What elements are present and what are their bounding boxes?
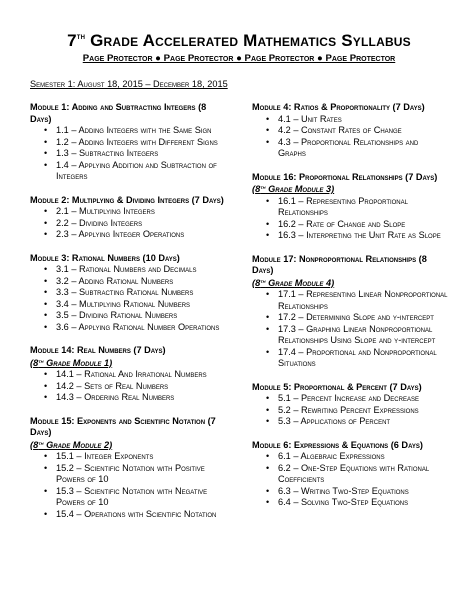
- module-section: [252, 102, 448, 160]
- lesson-text: 15.1 – Integer Exponents: [56, 451, 154, 461]
- lesson-item: [44, 206, 230, 218]
- subtitle-text: Grade Module 2): [43, 439, 113, 450]
- module-section: [252, 440, 448, 509]
- lesson-text: 17.1 – Representing Linear Nonproportional Relationships: [278, 289, 448, 311]
- lesson-list: [30, 369, 230, 404]
- bullet-icon: •: [266, 289, 270, 299]
- lesson-text: 3.1 – Rational Numbers and Decimals: [56, 264, 197, 274]
- lesson-item: [266, 289, 448, 312]
- lesson-item: [266, 230, 448, 242]
- bullet-icon: •: [266, 125, 270, 135]
- module-section: [30, 416, 230, 521]
- lesson-item: [266, 312, 448, 324]
- lesson-text: 3.2 – Adding Rational Numbers: [56, 275, 174, 286]
- bullet-icon: •: [44, 159, 48, 170]
- lesson-text: 6.2 – One-Step Equations with Rational Coefficients: [278, 462, 430, 484]
- lesson-text: 3.4 – Multiplying Rational Numbers: [56, 298, 191, 309]
- bullet-icon: •: [44, 217, 48, 228]
- subtitle-grade-number: 8: [255, 184, 261, 194]
- lesson-list: [30, 125, 230, 183]
- lesson-text: 1.2 – Adding Integers with Different Signs: [56, 136, 218, 147]
- lesson-text: 2.2 – Dividing Integers: [56, 217, 143, 228]
- lesson-text: 15.4 – Operations with Scientific Notation: [56, 508, 217, 519]
- lesson-item: [44, 264, 230, 276]
- lesson-item: [266, 497, 448, 509]
- lesson-text: 14.3 – Ordering Real Numbers: [56, 392, 175, 402]
- bullet-icon: •: [44, 451, 48, 461]
- lesson-text: 4.2 – Constant Rates of Change: [278, 125, 402, 135]
- bullet-icon: •: [44, 136, 48, 147]
- bullet-icon: •: [266, 451, 270, 461]
- module-subtitle: (8th Grade Module 2): [30, 439, 113, 450]
- lesson-text: 1.1 – Adding Integers with the Same Sign: [56, 125, 212, 135]
- lesson-item: [266, 324, 448, 347]
- lesson-item: [44, 463, 230, 486]
- lesson-item: [266, 219, 448, 231]
- lesson-text: 5.1 – Percent Increase and Decrease: [278, 393, 419, 403]
- lesson-item: [266, 196, 448, 219]
- bullet-icon: •: [44, 148, 48, 158]
- bullet-icon: •: [266, 416, 270, 426]
- lesson-list: [252, 196, 448, 242]
- bullet-icon: •: [44, 264, 48, 274]
- left-column: [30, 102, 230, 532]
- subtitle-text: Grade Module 3): [265, 184, 335, 194]
- subtitle-grade-suffix: th: [38, 440, 44, 447]
- lesson-item: [44, 299, 230, 311]
- module-title: Module 2: Multiplying & Dividing Integers (7 Days): [30, 194, 224, 205]
- lesson-text: 3.6 – Applying Rational Number Operations: [56, 321, 220, 332]
- lesson-text: 17.2 – Determining Slope and y-intercept: [278, 312, 434, 322]
- module-section: [252, 382, 448, 428]
- lesson-text: 17.4 – Proportional and Nonproportional Situations: [278, 346, 437, 368]
- lesson-text: 16.1 – Representing Proportional Relationships: [278, 195, 408, 217]
- lesson-text: 3.5 – Dividing Rational Numbers: [56, 310, 178, 320]
- bullet-icon: •: [44, 321, 48, 332]
- bullet-icon: •: [44, 298, 48, 309]
- lesson-text: 4.1 – Unit Rates: [278, 113, 342, 124]
- lesson-item: [44, 160, 230, 183]
- bullet-icon: •: [266, 404, 270, 415]
- module-section: [252, 254, 448, 370]
- bullet-icon: •: [266, 346, 270, 357]
- lesson-text: 5.3 – Applications of Percent: [278, 416, 391, 426]
- lesson-text: 16.3 – Interpreting the Unit Rate as Slope: [278, 230, 441, 240]
- subtitle-grade-number: 8: [33, 439, 39, 450]
- lesson-item: [266, 114, 448, 126]
- lesson-item: [266, 125, 448, 137]
- bullet-icon: •: [266, 218, 270, 229]
- module-title: Module 14: Real Numbers (7 Days): [30, 345, 166, 355]
- bullet-icon: •: [266, 230, 270, 240]
- right-column: [252, 102, 448, 532]
- module-section: [252, 172, 448, 242]
- lesson-text: 16.2 – Rate of Change and Slope: [278, 218, 406, 229]
- module-subtitle: (8th Grade Module 4): [252, 277, 335, 288]
- bullet-icon: •: [266, 485, 270, 496]
- title-grade-suffix: th: [76, 31, 86, 41]
- module-title: Module 6: Expressions & Equations (6 Days): [252, 439, 423, 450]
- bullet-icon: •: [266, 195, 270, 206]
- lesson-item: [44, 287, 230, 299]
- subtitle-text: Grade Module 4): [265, 277, 335, 288]
- lesson-text: 15.2 – Scientific Notation with Positive Powers of 10: [56, 462, 205, 484]
- lesson-text: 17.3 – Graphing Linear Nonproportional Relationships Using Slope and y-intercept: [278, 323, 436, 345]
- lesson-item: [44, 509, 230, 521]
- bullet-icon: •: [44, 380, 48, 391]
- module-subtitle: (8th Grade Module 3): [252, 184, 335, 194]
- lesson-text: 2.3 – Applying Integer Operations: [56, 229, 185, 239]
- bullet-icon: •: [44, 462, 48, 473]
- module-title: Module 1: Adding and Subtracting Integers (8 Days): [30, 102, 207, 124]
- lesson-text: 5.2 – Rewriting Percent Expressions: [278, 404, 419, 415]
- lesson-item: [266, 405, 448, 417]
- module-subtitle: (8th Grade Module 1): [30, 357, 113, 368]
- module-title: Module 15: Exponents and Scientific Notation (7 Days): [30, 415, 216, 437]
- lesson-list: [30, 206, 230, 241]
- bullet-icon: •: [266, 136, 270, 147]
- lesson-item: [266, 347, 448, 370]
- lesson-item: [44, 137, 230, 149]
- lesson-item: [44, 276, 230, 288]
- lesson-text: 6.3 – Writing Two-Step Equations: [278, 485, 409, 496]
- bullet-icon: •: [44, 125, 48, 135]
- subtitle-grade-number: 8: [33, 357, 39, 368]
- lesson-text: 1.4 – Applying Addition and Subtraction of Integers: [56, 159, 217, 181]
- lesson-item: [266, 451, 448, 463]
- lesson-item: [266, 416, 448, 428]
- bullet-icon: •: [44, 206, 48, 216]
- lesson-text: 3.3 – Subtracting Rational Numbers: [56, 287, 194, 297]
- lesson-text: 14.1 – Rational And Irrational Numbers: [56, 369, 207, 379]
- bullet-icon: •: [44, 229, 48, 239]
- lesson-item: [44, 148, 230, 160]
- lesson-item: [44, 486, 230, 509]
- lesson-item: [266, 486, 448, 498]
- module-section: [30, 253, 230, 334]
- lesson-item: [266, 463, 448, 486]
- lesson-item: [44, 369, 230, 381]
- subtitle-grade-suffix: th: [260, 278, 266, 285]
- module-section: [30, 345, 230, 404]
- bullet-icon: •: [44, 392, 48, 402]
- module-section: [30, 195, 230, 241]
- semester-heading: Semester 1: August 18, 2015 – December 18, 2015: [30, 79, 228, 89]
- page-title: [30, 26, 448, 51]
- bullet-icon: •: [44, 275, 48, 286]
- lesson-list: [252, 393, 448, 428]
- lesson-text: 15.3 – Scientific Notation with Negative Powers of 10: [56, 485, 208, 507]
- bullet-icon: •: [266, 113, 270, 124]
- bullet-icon: •: [266, 393, 270, 403]
- lesson-text: 2.1 – Multiplying Integers: [56, 206, 155, 216]
- page-protector-line: Page Protector ● Page Protector ● Page Protector ● Page Protector: [82, 53, 396, 64]
- bullet-icon: •: [44, 369, 48, 379]
- bullet-icon: •: [266, 312, 270, 322]
- bullet-icon: •: [266, 497, 270, 507]
- lesson-item: [44, 392, 230, 404]
- module-title: Module 16: Proportional Relationships (7 Days): [252, 171, 438, 182]
- module-title: Module 5: Proportional & Percent (7 Days): [252, 381, 422, 392]
- title-text: Grade Accelerated Mathematics Syllabus: [85, 31, 411, 50]
- subtitle-text: Grade Module 1): [43, 357, 113, 368]
- module-title: Module 17: Nonproportional Relationships (8 Days): [252, 253, 427, 275]
- lesson-item: [44, 381, 230, 393]
- lesson-item: [44, 229, 230, 241]
- bullet-icon: •: [44, 508, 48, 519]
- subtitle-grade-number: 8: [255, 277, 261, 288]
- lesson-list: [252, 289, 448, 370]
- bullet-icon: •: [44, 310, 48, 320]
- lesson-list: [30, 264, 230, 333]
- lesson-list: [252, 114, 448, 160]
- bullet-icon: •: [44, 485, 48, 496]
- subtitle-grade-suffix: th: [38, 358, 44, 365]
- module-columns: [30, 102, 448, 532]
- title-grade-number: 7: [67, 31, 77, 50]
- lesson-text: 1.3 – Subtracting Integers: [56, 148, 159, 158]
- lesson-text: 4.3 – Proportional Relationships and Graphs: [278, 136, 419, 158]
- lesson-text: 14.2 – Sets of Real Numbers: [56, 380, 169, 391]
- lesson-item: [44, 322, 230, 334]
- lesson-item: [266, 393, 448, 405]
- bullet-icon: •: [266, 323, 270, 334]
- bullet-icon: •: [44, 287, 48, 297]
- lesson-list: [252, 451, 448, 509]
- module-section: [30, 102, 230, 183]
- module-title: Module 3: Rational Numbers (10 Days): [30, 252, 180, 263]
- lesson-item: [44, 310, 230, 322]
- lesson-item: [44, 125, 230, 137]
- lesson-item: [44, 218, 230, 230]
- subtitle-grade-suffix: th: [260, 185, 266, 191]
- lesson-text: 6.1 – Algebraic Expressions: [278, 451, 385, 461]
- bullet-icon: •: [266, 462, 270, 473]
- lesson-text: 6.4 – Solving Two-Step Equations: [278, 497, 409, 507]
- lesson-item: [44, 451, 230, 463]
- module-title: Module 4: Ratios & Proportionality (7 Days): [252, 102, 425, 112]
- lesson-list: [30, 451, 230, 520]
- lesson-item: [266, 137, 448, 160]
